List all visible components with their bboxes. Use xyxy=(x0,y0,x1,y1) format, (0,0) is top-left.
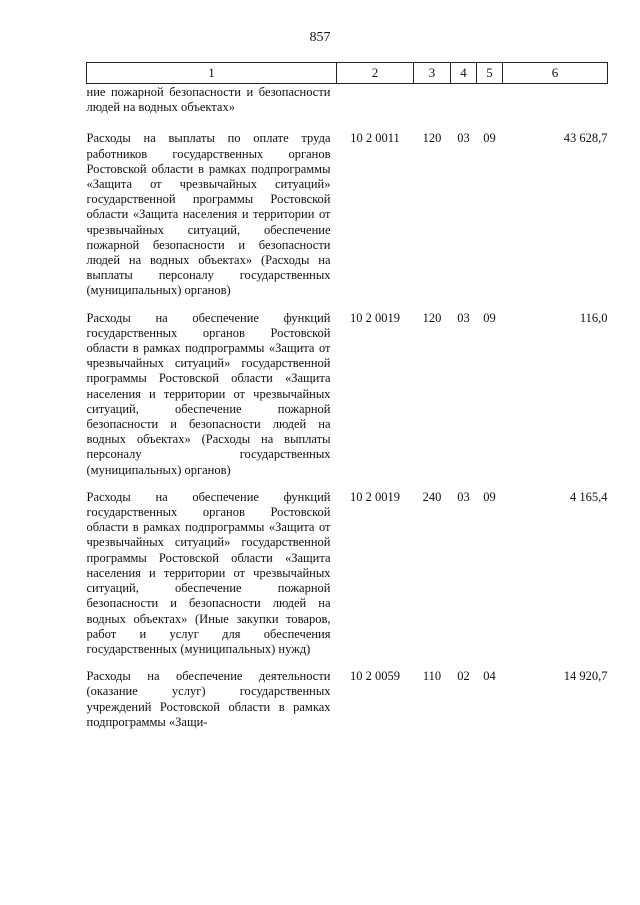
table-row xyxy=(87,299,608,478)
row-description: Расходы на обеспечение функций государственных органов Ростовской области в рамках подпрограммы «Защита от чрезвычайных ситуаций» государственной программы Ростовской области «Защита населения и территории от чрезвычайных ситуаций, обеспечение пожарной безопасности и безопасности людей на водных объектах» (Иные закупки товаров, работ и услуг для обеспечения государственных (муниципальных) нужд) xyxy=(86,489,331,656)
row-pr: 09 xyxy=(483,131,496,146)
table-row xyxy=(87,478,608,657)
header-col-2: 2 xyxy=(337,63,414,84)
row-pr: 09 xyxy=(483,489,496,504)
row-vr: 240 xyxy=(422,489,442,504)
table-row xyxy=(87,657,608,730)
row-vr: 120 xyxy=(422,131,442,146)
row-vr: 110 xyxy=(422,669,442,684)
row-amount: 4 165,4 xyxy=(570,489,608,504)
row-rz: 02 xyxy=(457,669,470,684)
row-description: ние пожарной безопасности и безопасности людей на водных объектах» xyxy=(86,85,331,115)
budget-table xyxy=(86,62,608,730)
header-col-1: 1 xyxy=(87,63,337,84)
row-rz: 03 xyxy=(457,131,470,146)
row-csr: 10 2 0019 xyxy=(350,310,400,325)
row-csr xyxy=(337,84,414,120)
header-col-6: 6 xyxy=(503,63,608,84)
row-amount: 116,0 xyxy=(579,310,608,325)
row-vr: 120 xyxy=(422,310,442,325)
header-row xyxy=(87,63,608,84)
header-col-4: 4 xyxy=(451,63,477,84)
page-number: 857 xyxy=(309,30,331,45)
table-row xyxy=(87,119,608,298)
header-col-5: 5 xyxy=(477,63,503,84)
row-amount xyxy=(503,84,608,120)
row-csr: 10 2 0011 xyxy=(350,131,400,146)
row-rz xyxy=(451,84,477,120)
table-body xyxy=(87,84,608,730)
row-rz: 03 xyxy=(457,489,470,504)
row-pr xyxy=(477,84,503,120)
row-description: Расходы на обеспечение функций государственных органов Ростовской области в рамках подпрограммы «Защита от чрезвычайных ситуаций» государственной программы Ростовской области «Защита населения и территории от чрезвычайных ситуаций, обеспечение пожарной безопасности и безопасности людей на водных объектах» (Расходы на выплаты персоналу государственных (муниципальных) органов) xyxy=(86,310,331,477)
row-description: Расходы на обеспечение деятельности (оказание услуг) государственных учреждений Ростовской области в рамках подпрограммы «Защи- xyxy=(86,669,331,729)
row-description: Расходы на выплаты по оплате труда работников государственных органов Ростовской области в рамках подпрограммы «Защита от чрезвычайных ситуаций» государственной программы Ростовской области «Защита населения и территории от чрезвычайных ситуаций, обеспечение пожарной безопасности и безопасности людей на водных объектах» (Расходы на выплаты персоналу государственных (муниципальных) органов) xyxy=(86,131,331,298)
row-amount: 14 920,7 xyxy=(563,669,608,684)
row-pr: 04 xyxy=(483,669,496,684)
row-pr: 09 xyxy=(483,310,496,325)
row-csr: 10 2 0059 xyxy=(350,669,400,684)
row-rz: 03 xyxy=(457,310,470,325)
header-col-3: 3 xyxy=(414,63,451,84)
table-row xyxy=(87,84,608,120)
table-header xyxy=(87,63,608,84)
row-amount: 43 628,7 xyxy=(563,131,608,146)
row-vr xyxy=(414,84,451,120)
row-csr: 10 2 0019 xyxy=(350,489,400,504)
